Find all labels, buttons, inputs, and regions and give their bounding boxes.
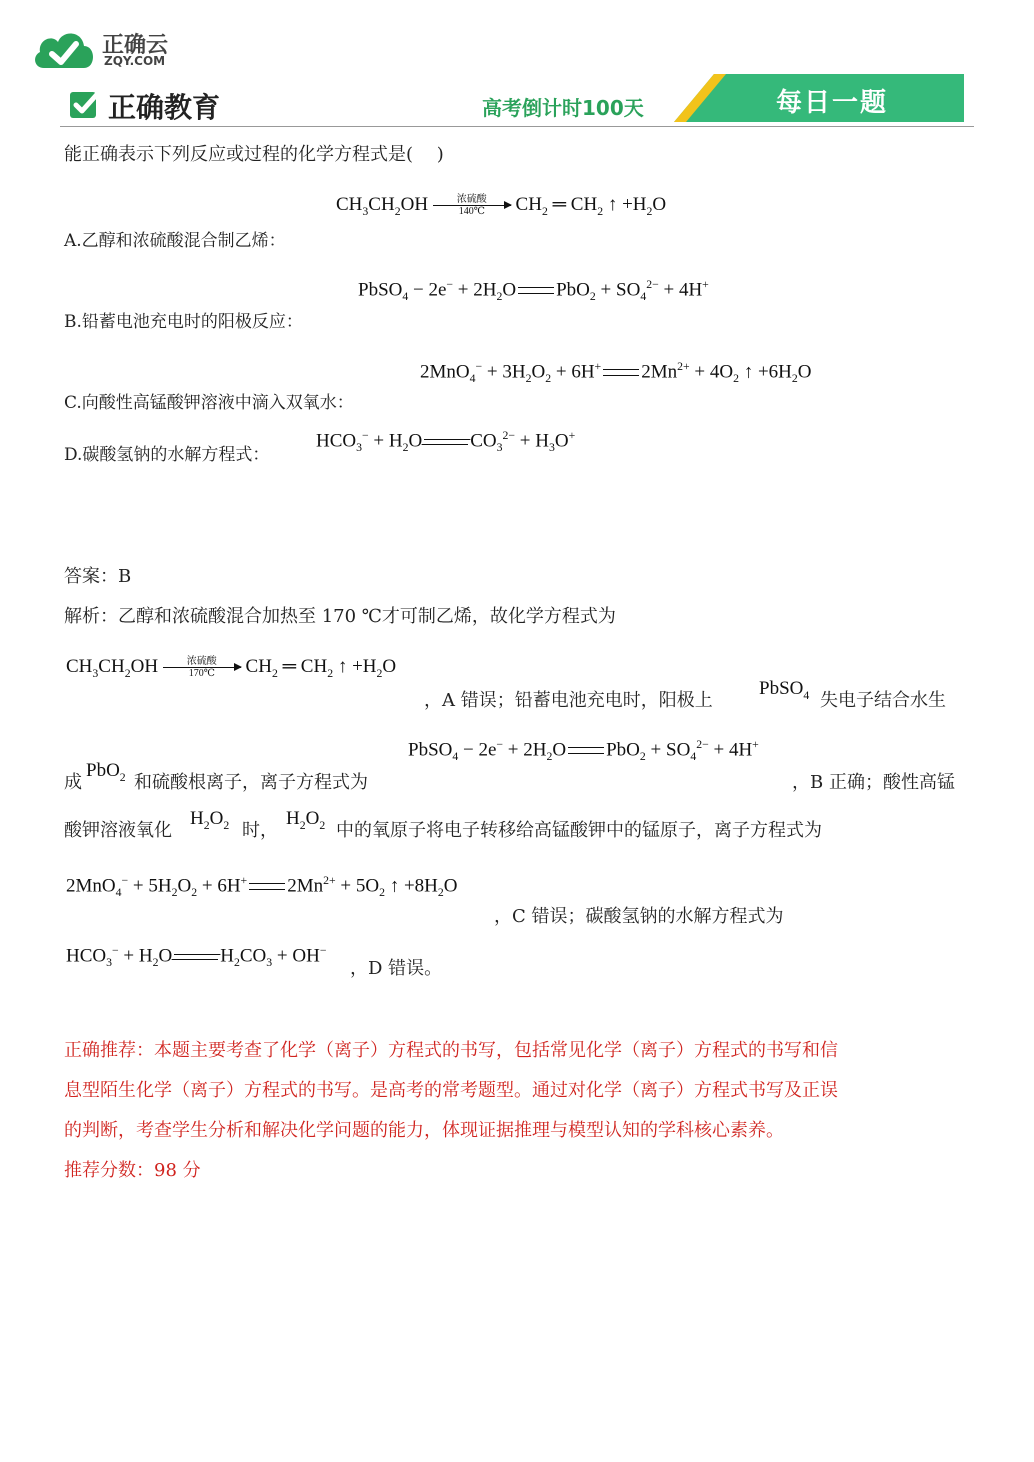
- analysis-equation-pbso4: PbSO$_4$ − $2e^- + 2H_2O$ $PbO_2 + SO_4^{2-} + 4H^+$: [408, 738, 759, 764]
- analysis-line-5: ，C 错误；碳酸氢钠的水解方程式为: [494, 906, 784, 927]
- header-bar: [60, 80, 964, 128]
- option-d-label: D.碳酸氢钠的水解方程式：: [64, 445, 270, 465]
- option-b-label: B.铅蓄电池充电时的阳极反应：: [64, 312, 303, 332]
- answer-line: 答案：B: [64, 566, 132, 587]
- daily-question-tag: 每日一题: [776, 88, 889, 118]
- sub-brand-title: 正确教育: [108, 91, 221, 124]
- recommend-line-3: 的判断，考查学生分析和解决化学问题的能力，体现证据推理与模型认知的学科核心素养。: [64, 1120, 784, 1141]
- analysis-line-4b: 时，: [242, 820, 278, 841]
- analysis-line-1: 解析：乙醇和浓硫酸混合加热至 170 ℃才可制乙烯，故化学方程式为: [64, 606, 616, 627]
- option-d-equation: $HCO_3^- + H_2O$ $CO_3^{2-} + H_3O^+$: [316, 429, 576, 455]
- analysis-line-3c: ，B 正确；酸性高锰: [792, 772, 955, 793]
- option-b-equation: PbSO$_4$ − $2e^- + 2H_2O$ $PbO_2 + SO_4^{2-} + 4H^+$: [358, 278, 709, 304]
- option-a-equation: $CH_3CH_2OH$ 浓硫酸 140℃ $CH_2$ ═ $CH_2$ ↑ $+H_2O$: [336, 194, 667, 218]
- header-divider: [60, 126, 974, 127]
- analysis-line-2b: 失电子结合水生: [820, 690, 946, 711]
- formula-h2o2-a: $H_2O_2$: [190, 808, 230, 832]
- recommend-line-2: 息型陌生化学（离子）方程式的书写。是高考的常考题型。通过对化学（离子）方程式书写及正误: [64, 1080, 838, 1101]
- formula-pbso4: PbSO$_4$: [759, 678, 810, 702]
- condition-top: 浓硫酸: [456, 194, 487, 206]
- analysis-equation-ethene: $CH_3CH_2OH$ 浓硫酸 170℃ $CH_2$ ═ $CH_2$ ↑ $+H_2O$: [66, 656, 397, 680]
- condition-top-2: 浓硫酸: [186, 656, 217, 668]
- formula-h2o2-b: $H_2O_2$: [286, 808, 326, 832]
- logo-en-text: ZQY.COM: [104, 54, 166, 68]
- recommend-line-1: 正确推荐：本题主要考查了化学（离子）方程式的书写，包括常见化学（离子）方程式的书写和信: [64, 1040, 838, 1061]
- question-stem: 能正确表示下列反应或过程的化学方程式是( ): [64, 144, 444, 165]
- zqy-logo: [30, 20, 180, 76]
- analysis-line-3b: 和硫酸根离子，离子方程式为: [134, 772, 368, 793]
- logo-cn-text: 正确云: [102, 33, 169, 58]
- condition-temp: 140℃: [458, 206, 485, 218]
- option-c-label: C.向酸性高锰酸钾溶液中滴入双氧水：: [64, 393, 354, 413]
- check-box-icon: [68, 88, 102, 122]
- analysis-line-6: ，D 错误。: [350, 958, 443, 979]
- analysis-line-4a: 酸钾溶液氧化: [64, 820, 172, 841]
- analysis-line-2a: ，A 错误；铅蓄电池充电时，阳极上: [424, 690, 713, 711]
- analysis-line-3a: 成: [64, 772, 82, 793]
- option-a-label: A.乙醇和浓硫酸混合制乙烯：: [64, 231, 286, 251]
- analysis-line-4c: 中的氧原子将电子转移给高锰酸钾中的锰原子，离子方程式为: [336, 820, 822, 841]
- analysis-equation-hco3: $HCO_3^- + H_2O$ $H_2CO_3 + OH^-$: [66, 944, 327, 970]
- condition-temp-2: 170℃: [188, 668, 215, 680]
- recommend-score: 推荐分数：98 分: [64, 1160, 201, 1181]
- cloud-check-icon: [30, 20, 100, 76]
- countdown-text: 高考倒计时100天: [482, 96, 644, 120]
- formula-pbo2: PbO$_2$: [86, 760, 126, 784]
- analysis-equation-mno4: $2MnO_4^- + 5H_2O_2 + 6H^+$ $2Mn^{2+} + 5O_2$ ↑ $+8H_2O$: [66, 874, 458, 900]
- option-c-equation: $2MnO_4^- + 3H_2O_2 + 6H^+$ $2Mn^{2+} + 4O_2$ ↑ $+6H_2O$: [420, 360, 812, 386]
